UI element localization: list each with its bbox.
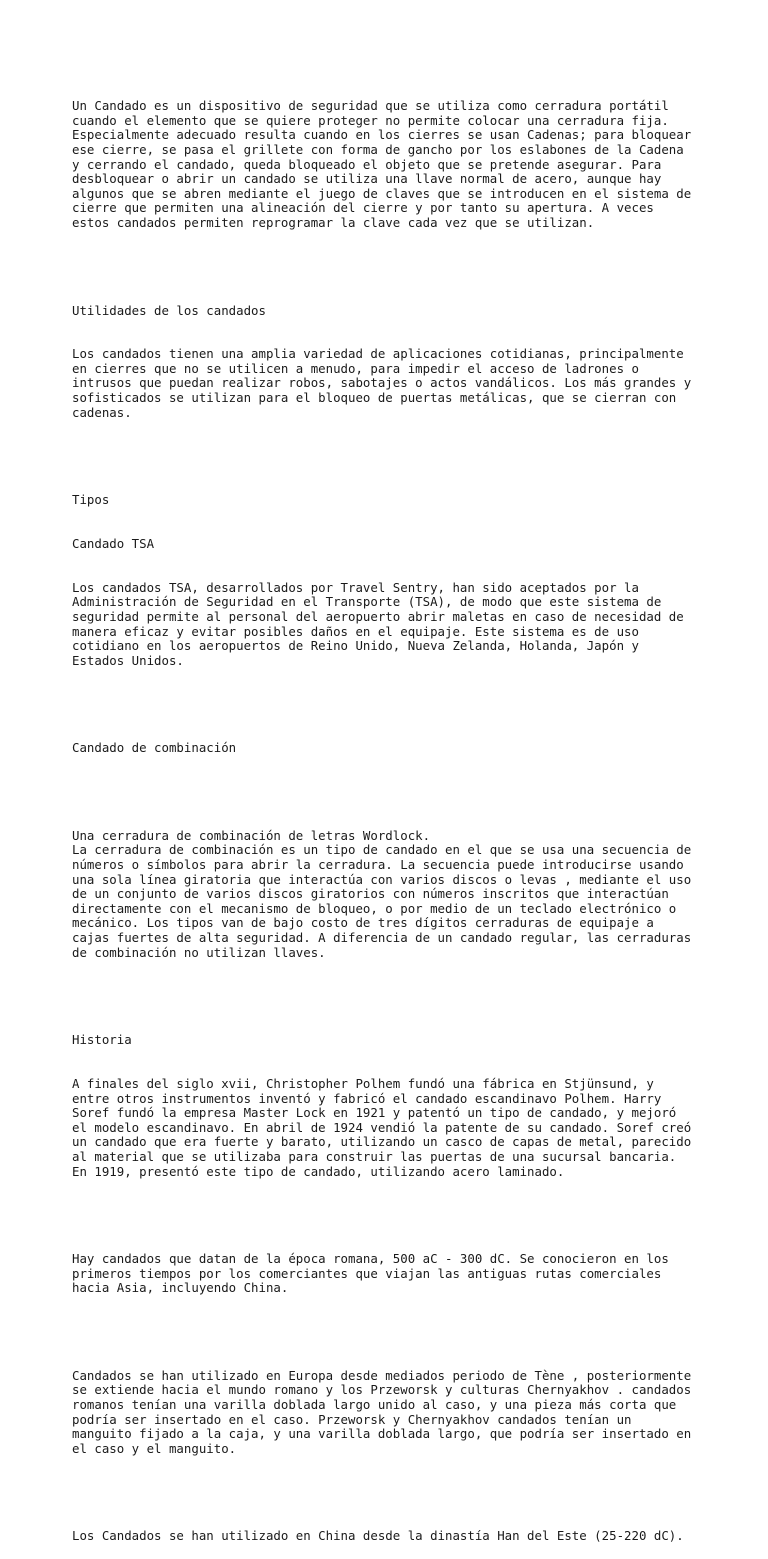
heading-utilidades: Utilidades de los candados (72, 302, 266, 318)
paragraph-intro: Un Candado es un dispositivo de seguridad que se utiliza como cerradura portátil cuando el elemento que se quiere proteger no permite colocar una cerradura fija. Especialmente adecuado resulta cuando en los cierres se usan Cadenas; para bloquear ese cierre, se pasa el grillete con forma de gancho por los eslabones de la Cadena y cerrando el candado, queda bloqueado el objeto que se pretende asegurar. Para desbloquear o abrir un candado se utiliza una llave normal de acero, aunque hay algunos que se abren mediante el juego de claves que se introducen en el sistema de cierre que permiten una alineación del cierre y por tanto su apertura. A veces estos candados permiten reprogramar la clave cada vez que se utilizan. (72, 98, 692, 230)
paragraph-gap (72, 449, 712, 464)
paragraph-china: Los Candados se han utilizado en China desde la dinastía Han del Este (25-220 dC). (72, 1528, 684, 1544)
paragraph-europa: Candados se han utilizado en Europa desde mediados periodo de Tène , posteriormente se extiende hacia el mundo romano y los Przeworsk y culturas Chernyakhov . candados romanos tenían una varilla doblada largo unido al caso, y una pieza más corta que podría ser insertado en el caso. Przeworsk y Chernyakhov candados tenían un manguito fijado a la caja, y una varilla doblada largo, que podría ser insertado en el caso y el manguito. (72, 1367, 692, 1456)
paragraph-combinacion: Una cerradura de combinación de letras Wordlock. La cerradura de combinación es un tipo de candado en el que se usa una secuencia de números o símbolos para abrir la cerradura. La secuencia puede introducirse usando una sola línea giratoria que interactúa con varios discos o levas , mediante el uso de un conjunto de varios discos giratorios con números inscritos que interactúan directamente con el mecanismo de bloqueo, o por medio de un teclado electrónico o mecánico. Los tipos van de bajo costo de tres dígitos cerraduras de equipaje a cajas fuertes de alta seguridad. A diferencia de un candado regular, las cerraduras de combinación no utilizan llaves. (72, 827, 692, 960)
paragraph-historia: A finales del siglo xvii, Christopher Polhem fundó una fábrica en Stjünsund, y entre otros instrumentos inventó y fabricó el candado escandinavo Polhem. Harry Soref fundó la empresa Master Lock en 1921 y patentó un tipo de candado, y mejoró el modelo escandinavo. En abril de 1924 vendió la patente de su candado. Soref creó un candado que era fuerte y barato, utilizando un casco de capas de metal, parecido al material que se utilizaba para construir las puertas de una sucursal bancaria. En 1919, presentó este tipo de candado, utilizando acero laminado. (72, 1075, 692, 1179)
heading-candado-tsa: Candado TSA (72, 536, 155, 551)
document-page (72, 70, 712, 1559)
paragraph-tsa: Los candados TSA, desarrollados por Travel Sentry, han sido aceptados por la Administración de Seguridad en el Transporte (TSA), de modo que este sistema de seguridad permite al personal del aeropuerto abrir maletas en caso de necesidad de manera eficaz y evitar posibles daños en el equipaje. Este sistema es de uso cotidiano en los aeropuertos de Reino Unido, Nueva Zelanda, Holanda, Japón y Estados Unidos. (72, 579, 684, 668)
paragraph-gap (72, 260, 712, 275)
paragraph-gap (72, 785, 712, 800)
paragraph-utilidades: Los candados tienen una amplia variedad de aplicaciones cotidianas, principalmente en cierres que no se utilicen a menudo, para impedir el acceso de ladrones o intrusos que puedan realizar robos, sabotajes o actos vandálicos. Los más grandes y sofisticados se utilizan para el bloqueo de puertas metálicas, que se cierran con cadenas. (72, 346, 692, 420)
paragraph-gap (72, 698, 712, 713)
heading-candado-combinacion: Candado de combinación (72, 740, 237, 756)
paragraph-gap (72, 1486, 712, 1501)
heading-tipos: Tipos (72, 492, 110, 508)
paragraph-gap (72, 989, 712, 1004)
paragraph-gap (72, 1325, 712, 1340)
paragraph-epoca-romana: Hay candados que datan de la época romana, 500 aC - 300 dC. Se conocieron en los primeros tiempos por los comerciantes que viajan las antiguas rutas comerciales hacia Asia, incluyendo China. (72, 1251, 669, 1296)
paragraph-gap (72, 1208, 712, 1223)
heading-historia: Historia (72, 1032, 132, 1048)
